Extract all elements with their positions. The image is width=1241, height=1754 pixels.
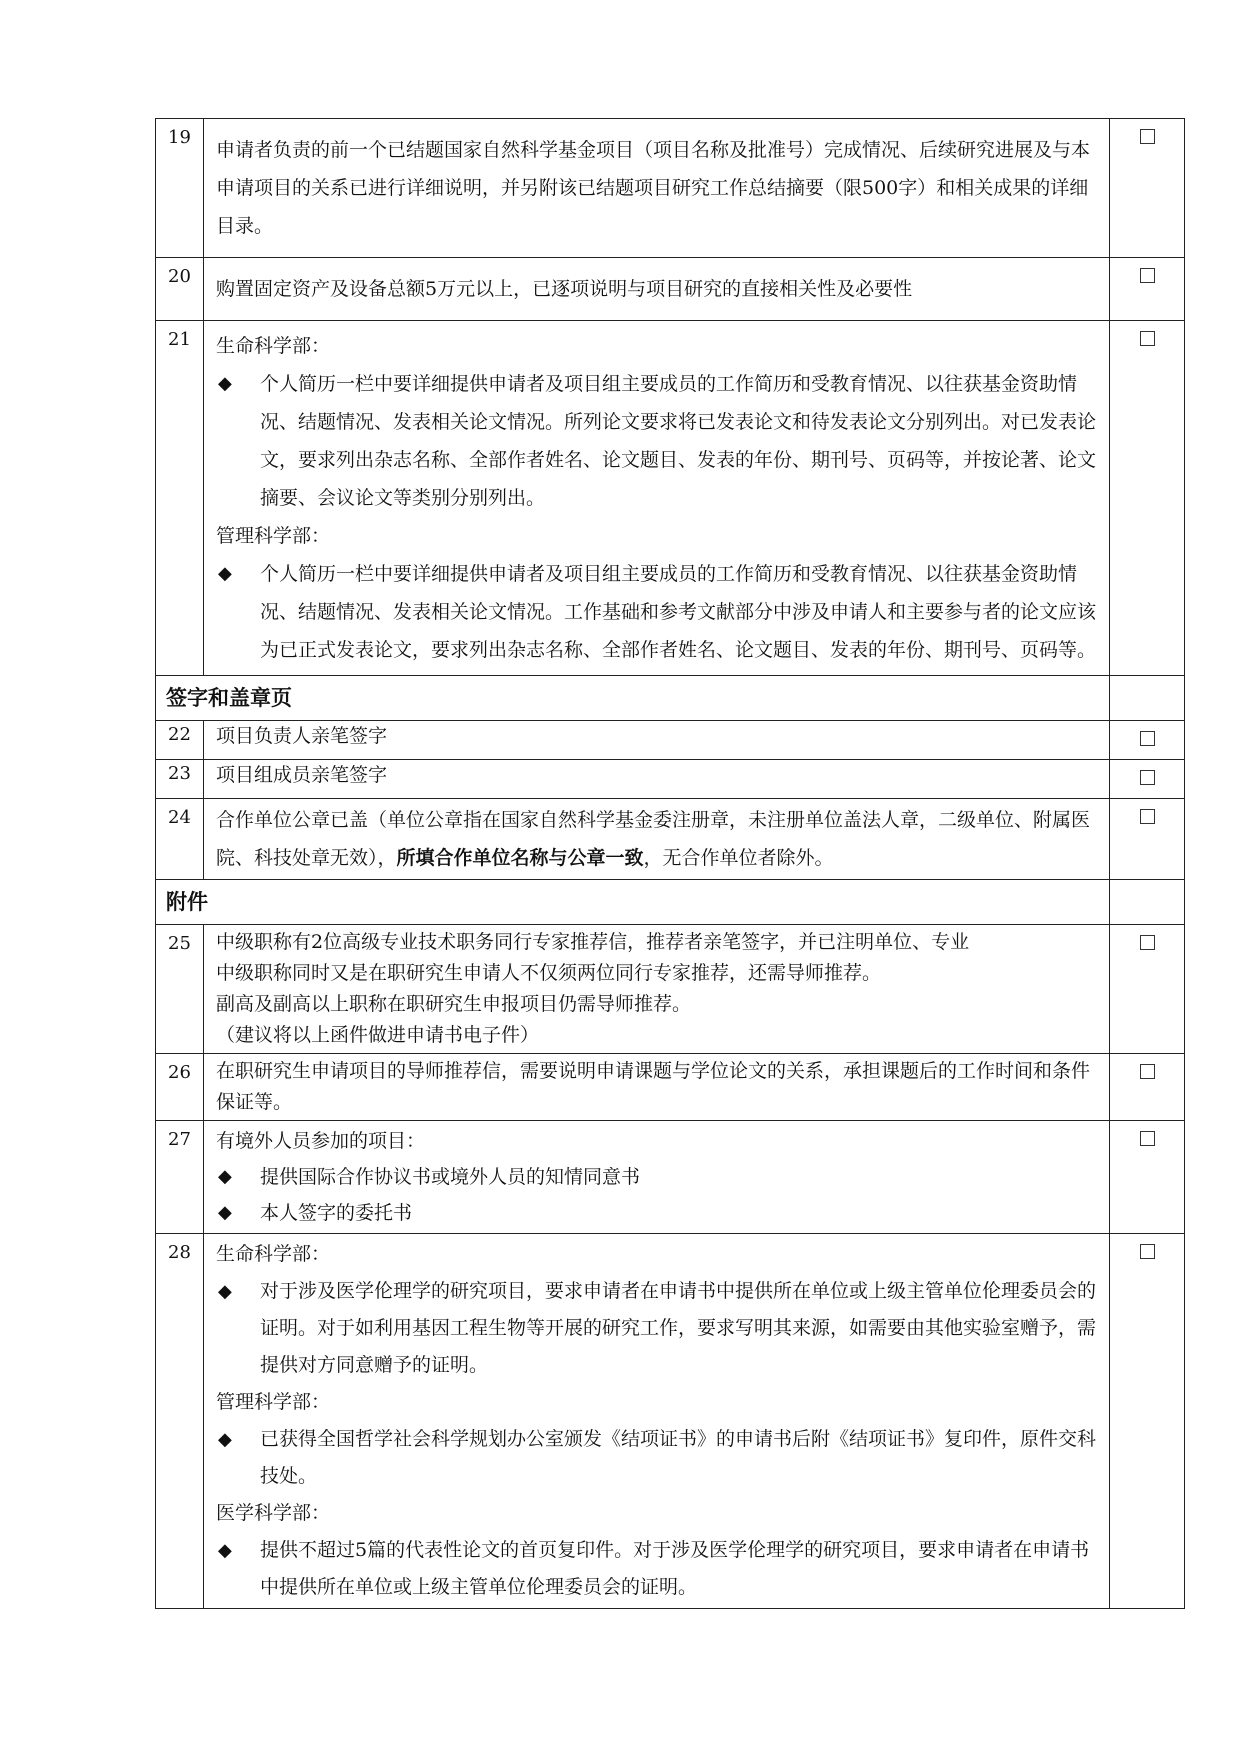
row-number: 20 bbox=[156, 258, 204, 321]
row-content bbox=[204, 799, 1110, 880]
medical-science-label: 医学科学部： bbox=[216, 1502, 331, 1524]
checkbox[interactable] bbox=[1140, 770, 1155, 785]
row-content bbox=[204, 925, 1110, 1054]
checklist-row-19 bbox=[156, 119, 1185, 258]
checklist-row-21 bbox=[156, 321, 1185, 676]
recommendation-line: 中级职称同时又是在职研究生申请人不仅须两位同行专家推荐，还需导师推荐。 bbox=[216, 962, 882, 984]
row-text: 在职研究生申请项目的导师推荐信，需要说明申请课题与学位论文的关系，承担课题后的工作时间和条件保证等。 bbox=[204, 1054, 1110, 1121]
checkbox[interactable] bbox=[1140, 1064, 1155, 1079]
row-text: 购置固定资产及设备总额5万元以上，已逐项说明与项目研究的直接相关性及必要性 bbox=[204, 258, 1110, 321]
checklist-row-26 bbox=[156, 1054, 1185, 1121]
row-text: 申请者负责的前一个已结题国家自然科学基金项目（项目名称及批准号）完成情况、后续研究进展及与本申请项目的关系已进行详细说明，并另附该已结题项目研究工作总结摘要（限500字）和相关成果的详细目录。 bbox=[204, 119, 1110, 258]
row-text: 项目负责人亲笔签字 bbox=[204, 721, 1110, 760]
checkbox[interactable] bbox=[1140, 268, 1155, 283]
management-science-requirement: 已获得全国哲学社会科学规划办公室颁发《结项证书》的申请书后附《结项证书》复印件，原件交科技处。 bbox=[260, 1428, 1097, 1487]
checklist-row-22 bbox=[156, 721, 1185, 760]
checklist-row-28 bbox=[156, 1234, 1185, 1609]
management-science-requirement: 个人简历一栏中要详细提供申请者及项目组主要成员的工作简历和受教育情况、以往获基金资助情况、结题情况、发表相关论文情况。工作基础和参考文献部分中涉及申请人和主要参与者的论文应该为已正式发表论文，要求列出杂志名称、全部作者姓名、论文题目、发表的年份、期刊号、页码等。 bbox=[260, 563, 1097, 661]
diamond-bullet-icon: ◆ bbox=[218, 1166, 232, 1187]
section-header-row bbox=[156, 880, 1185, 925]
row-number: 21 bbox=[156, 321, 204, 676]
checkbox[interactable] bbox=[1140, 1131, 1155, 1146]
row-content bbox=[204, 1121, 1110, 1234]
row-number: 27 bbox=[156, 1121, 204, 1234]
checkbox[interactable] bbox=[1140, 731, 1155, 746]
checklist-row-20 bbox=[156, 258, 1185, 321]
seal-requirement-exception: ，无合作单位者除外。 bbox=[643, 847, 834, 869]
checklist-row-23 bbox=[156, 760, 1185, 799]
row-number: 19 bbox=[156, 119, 204, 258]
diamond-bullet-icon: ◆ bbox=[218, 1202, 232, 1223]
row-number: 22 bbox=[156, 721, 204, 760]
row-number: 24 bbox=[156, 799, 204, 880]
management-science-label: 管理科学部： bbox=[216, 525, 331, 547]
checkbox[interactable] bbox=[1140, 935, 1155, 950]
checkbox[interactable] bbox=[1140, 809, 1155, 824]
medical-science-requirement: 提供不超过5篇的代表性论文的首页复印件。对于涉及医学伦理学的研究项目，要求申请者在申请书中提供所在单位或上级主管单位伦理委员会的证明。 bbox=[260, 1539, 1090, 1598]
checklist-row-24 bbox=[156, 799, 1185, 880]
management-science-label: 管理科学部： bbox=[216, 1391, 331, 1413]
row-number: 23 bbox=[156, 760, 204, 799]
checklist-table bbox=[155, 118, 1185, 1609]
row-content bbox=[204, 1234, 1110, 1609]
row-text: 项目组成员亲笔签字 bbox=[204, 760, 1110, 799]
life-science-label: 生命科学部： bbox=[216, 1243, 331, 1265]
section-title-attachments: 附件 bbox=[156, 880, 1110, 925]
row-content bbox=[204, 321, 1110, 676]
recommendation-line: 副高及副高以上职称在职研究生申报项目仍需导师推荐。 bbox=[216, 993, 692, 1015]
diamond-bullet-icon: ◆ bbox=[218, 373, 232, 394]
recommendation-note: （建议将以上函件做进申请书电子件） bbox=[216, 1024, 540, 1046]
life-science-label: 生命科学部： bbox=[216, 335, 331, 357]
foreign-requirement: 提供国际合作协议书或境外人员的知情同意书 bbox=[260, 1166, 641, 1188]
life-science-requirement: 个人简历一栏中要详细提供申请者及项目组主要成员的工作简历和受教育情况、以往获基金资助情况、结题情况、发表相关论文情况。所列论文要求将已发表论文和待发表论文分别列出。对已发表论文，要求列出杂志名称、全部作者姓名、论文题目、发表的年份、期刊号、页码等，并按论著、论文摘要、会议论文等类别分别列出。 bbox=[260, 373, 1097, 509]
foreign-requirement: 本人签字的委托书 bbox=[260, 1202, 413, 1224]
row-number: 26 bbox=[156, 1054, 204, 1121]
foreign-participant-label: 有境外人员参加的项目： bbox=[216, 1130, 426, 1152]
recommendation-line: 中级职称有2位高级专业技术职务同行专家推荐信，推荐者亲笔签字，并已注明单位、专业 bbox=[216, 931, 970, 953]
life-science-requirement: 对于涉及医学伦理学的研究项目，要求申请者在申请书中提供所在单位或上级主管单位伦理委员会的证明。对于如利用基因工程生物等开展的研究工作，要求写明其来源，如需要由其他实验室赠予，需提供对方同意赠予的证明。 bbox=[260, 1280, 1097, 1376]
checklist-row-25 bbox=[156, 925, 1185, 1054]
row-number: 25 bbox=[156, 925, 204, 1054]
row-number: 28 bbox=[156, 1234, 204, 1609]
checkbox[interactable] bbox=[1140, 1244, 1155, 1259]
seal-requirement-text: 合作单位公章已盖（单位公章指在国家自然科学基金委注册章，未注册单位盖法人章，二级单位、附属医院、科技处章无效）， bbox=[216, 809, 1091, 869]
section-header-row bbox=[156, 676, 1185, 721]
diamond-bullet-icon: ◆ bbox=[218, 1540, 232, 1561]
checklist-row-27 bbox=[156, 1121, 1185, 1234]
diamond-bullet-icon: ◆ bbox=[218, 1429, 232, 1450]
checkbox[interactable] bbox=[1140, 331, 1155, 346]
section-title-signature: 签字和盖章页 bbox=[156, 676, 1110, 721]
checkbox[interactable] bbox=[1140, 129, 1155, 144]
diamond-bullet-icon: ◆ bbox=[218, 563, 232, 584]
diamond-bullet-icon: ◆ bbox=[218, 1281, 232, 1302]
seal-requirement-emphasis: 所填合作单位名称与公章一致 bbox=[396, 847, 644, 869]
